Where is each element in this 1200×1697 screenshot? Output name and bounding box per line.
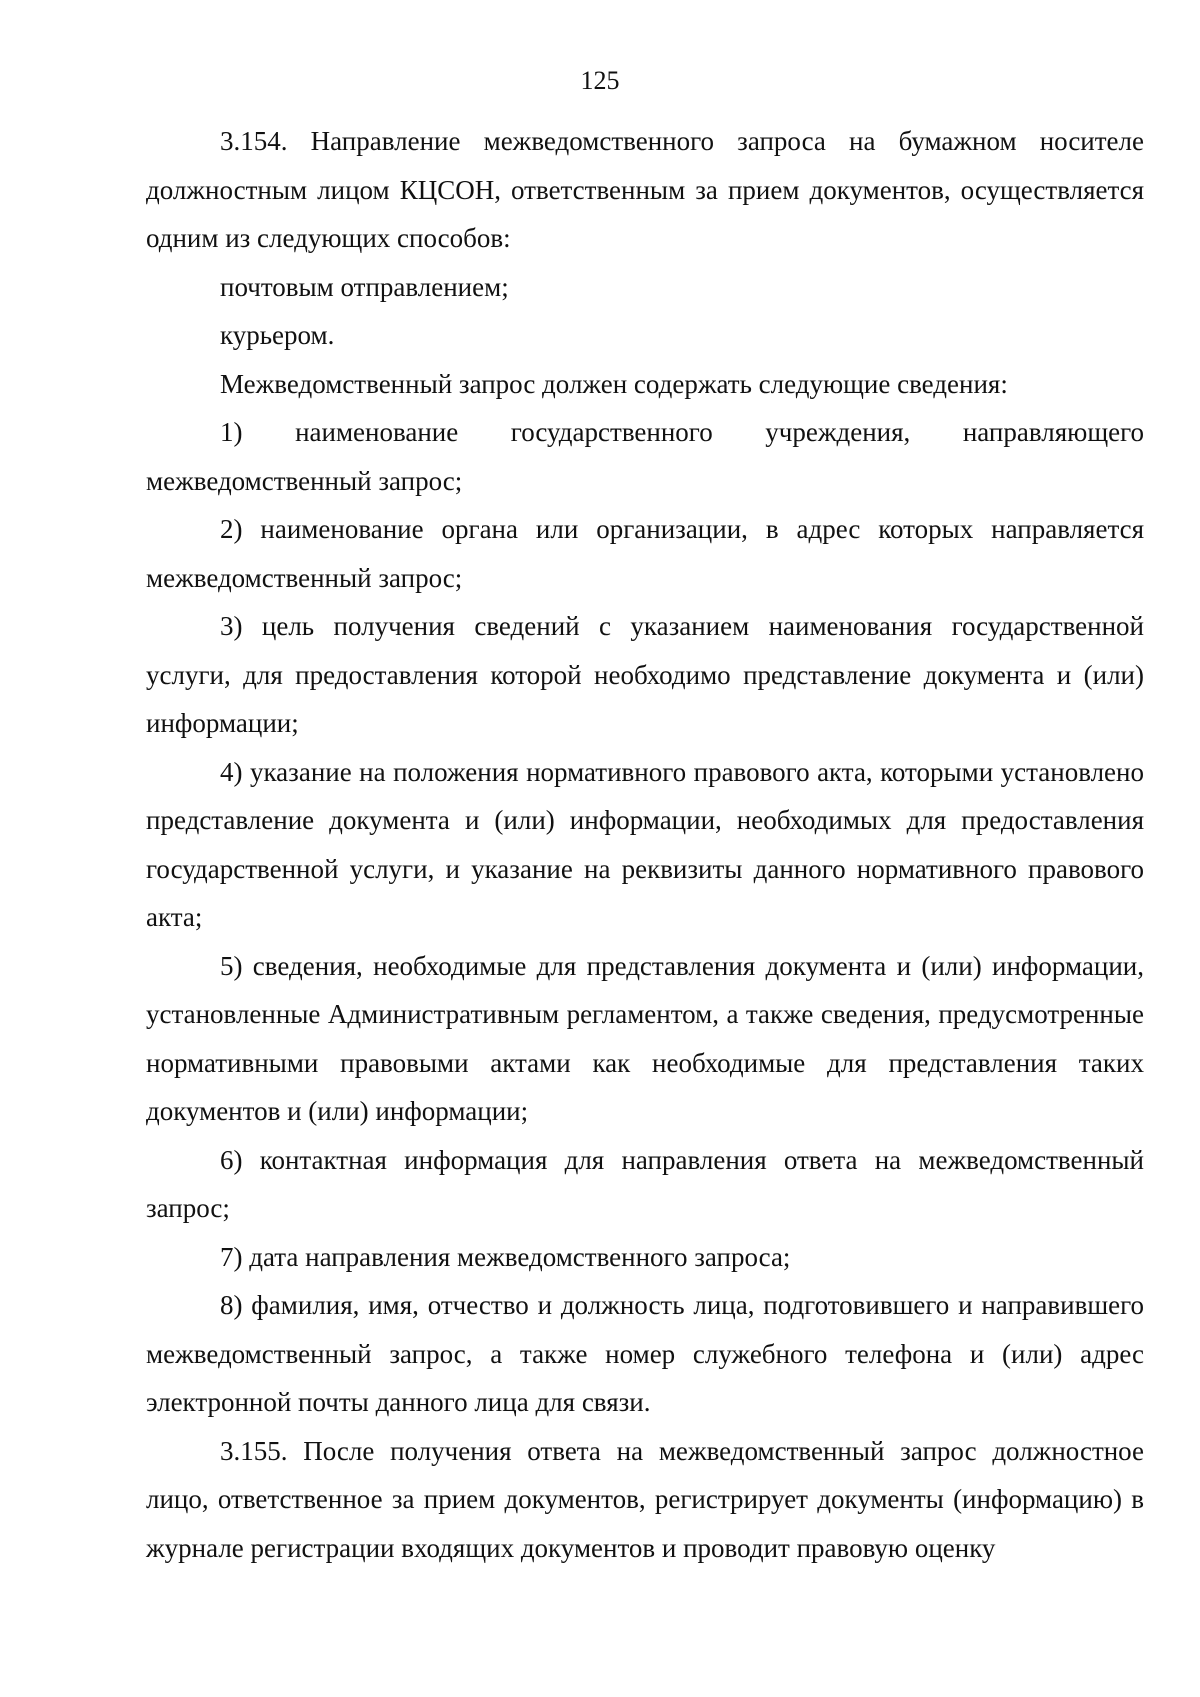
list-item-2: 2) наименование органа или организации, в адрес которых направляется межведомственный запрос; xyxy=(146,514,1144,593)
list-item-5: 5) сведения, необходимые для представления документа и (или) информации, установленные Административным регламентом, а также сведения, предусмотренные нормативными правовыми актами как необходимые для представления таких документов и (или) информации; xyxy=(146,950,1144,1126)
list-item-courier: курьером. xyxy=(220,320,335,350)
list-item-3: 3) цель получения сведений с указанием наименования государственной услуги, для предоставления которой необходимо представление документа и (или) информации; xyxy=(146,611,1144,738)
paragraph-request-contents: Межведомственный запрос должен содержать следующие сведения: xyxy=(220,368,1008,399)
paragraph-3-154: 3.154. Направление межведомственного запроса на бумажном носителе должностным лицом КЦСОН, ответственным за прием документов, осуществляется одним из следующих способов: xyxy=(146,126,1144,253)
list-item-postal: почтовым отправлением; xyxy=(220,271,509,302)
list-item-4: 4) указание на положения нормативного правового акта, которыми установлено представление документа и (или) информации, необходимых для предоставления государственной услуги, и указание на реквизиты данного нормативного правового акта; xyxy=(146,756,1144,932)
list-item-8: 8) фамилия, имя, отчество и должность лица, подготовившего и направившего межведомственный запрос, а также номер служебного телефона и (или) адрес электронной почты данного лица для связи. xyxy=(146,1290,1144,1417)
list-item-1: 1) наименование государственного учреждения, направляющего межведомственный запрос; xyxy=(146,417,1144,496)
list-item-6: 6) контактная информация для направления ответа на межведомственный запрос; xyxy=(146,1144,1144,1223)
page-number: 125 xyxy=(580,66,620,95)
paragraph-3-155: 3.155. После получения ответа на межведомственный запрос должностное лицо, ответственное за прием документов, регистрирует документы (информацию) в журнале регистрации входящих документов и проводит правовую оценку xyxy=(146,1435,1144,1563)
list-item-7: 7) дата направления межведомственного запроса; xyxy=(220,1241,791,1272)
document-body xyxy=(146,117,1144,1572)
